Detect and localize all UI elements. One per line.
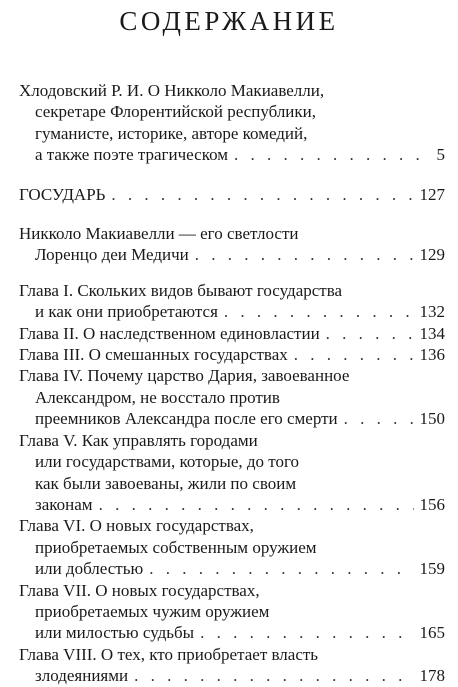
toc-entry-line: Глава VII. О новых государствах, <box>19 580 260 600</box>
page-number: 127 <box>419 184 445 204</box>
toc-entry-line: законам <box>35 494 93 514</box>
dot-leader <box>195 244 414 265</box>
toc-entry-line: приобретаемых собственным оружием <box>35 537 317 557</box>
dot-leader <box>134 665 413 686</box>
toc-entry-line: Глава I. Скольких видов бывают государства <box>19 280 343 300</box>
toc-entry-line: Лоренцо деи Медичи <box>35 245 189 265</box>
dot-leader <box>99 494 414 515</box>
toc-entry-last-line <box>19 244 445 265</box>
toc-entry-line: Хлодовский Р. И. О Никколо Макиавелли, <box>19 81 325 100</box>
page-number: 129 <box>419 245 445 265</box>
page-number: 156 <box>419 494 445 514</box>
toc-entry[interactable] <box>19 515 445 579</box>
toc-entry-last-line <box>19 301 445 322</box>
dot-leader <box>234 144 430 165</box>
page-number: 132 <box>419 302 445 322</box>
toc-entry-line: а также поэте трагическом <box>35 145 229 165</box>
toc-entry-last-line <box>19 144 445 165</box>
toc-entry-line: секретаре Флорентийской республики, <box>35 102 317 122</box>
page-number: 178 <box>419 666 445 686</box>
toc-entry[interactable] <box>19 644 445 687</box>
toc-entry[interactable] <box>19 323 445 344</box>
dot-leader <box>200 622 413 643</box>
toc-entry-last-line <box>19 408 445 429</box>
toc-entry-last-line <box>19 184 445 205</box>
toc-entry[interactable] <box>19 365 445 429</box>
page-number: 159 <box>419 559 445 579</box>
toc-entry-line: гуманисте, историке, авторе комедий, <box>35 123 308 143</box>
dot-leader <box>111 184 413 205</box>
toc-entry[interactable] <box>19 430 445 516</box>
toc-entry-last-line <box>19 622 445 643</box>
page-number: 150 <box>419 409 445 429</box>
toc-entry-line: или доблестью <box>35 559 144 579</box>
toc-entry-line: Глава IV. Почему царство Дария, завоеванное <box>19 366 350 386</box>
toc-entry-line: приобретаемых чужим оружием <box>35 601 270 621</box>
toc-entry-line: Александром, не восстало против <box>35 387 280 407</box>
toc-entry-last-line <box>19 558 445 579</box>
toc-entry[interactable] <box>19 80 445 166</box>
toc-entry-line: Глава III. О смешанных государствах <box>19 345 288 365</box>
toc-entry-last-line <box>19 344 445 365</box>
dot-leader <box>294 344 414 365</box>
toc-entry-line: или государствами, которые, до того <box>35 452 300 472</box>
dot-leader <box>344 408 414 429</box>
toc-entry-line: злодеяниями <box>35 666 129 686</box>
dot-leader <box>224 301 414 322</box>
toc-entry-line: Глава VIII. О тех, кто приобретает власть <box>19 644 319 664</box>
page-number: 134 <box>419 323 445 343</box>
page-number: 136 <box>419 345 445 365</box>
toc-entry[interactable] <box>19 344 445 365</box>
toc-entry-last-line <box>19 494 445 515</box>
toc-entry-line: Никколо Макиавелли — его светлости <box>19 224 299 244</box>
toc-entry-last-line <box>19 665 445 686</box>
toc-entry-line: ГОСУДАРЬ <box>19 184 106 204</box>
toc-entry[interactable] <box>19 223 445 266</box>
page-number: 5 <box>436 145 445 165</box>
toc-entry[interactable] <box>19 280 445 323</box>
toc-entry[interactable] <box>19 184 445 205</box>
toc-entry-line: и как они приобретаются <box>35 302 218 322</box>
page-number: 165 <box>419 623 445 643</box>
dot-leader <box>326 323 414 344</box>
toc-entry[interactable] <box>19 580 445 644</box>
toc-entry-line: как были завоеваны, жили по своим <box>35 473 297 493</box>
page-title: СОДЕРЖАНИЕ <box>119 6 339 36</box>
toc-entry-line: преемников Александра после его смерти <box>35 409 338 429</box>
toc-entry-line: Глава V. Как управлять городами <box>19 430 258 450</box>
dot-leader <box>149 558 413 579</box>
toc-entry-line: Глава II. О наследственном единовластии <box>19 323 320 343</box>
toc-entry-line: Глава VI. О новых государствах, <box>19 516 254 536</box>
table-of-contents <box>19 80 445 687</box>
toc-entry-last-line <box>19 323 445 344</box>
toc-entry-line: или милостью судьбы <box>35 623 195 643</box>
